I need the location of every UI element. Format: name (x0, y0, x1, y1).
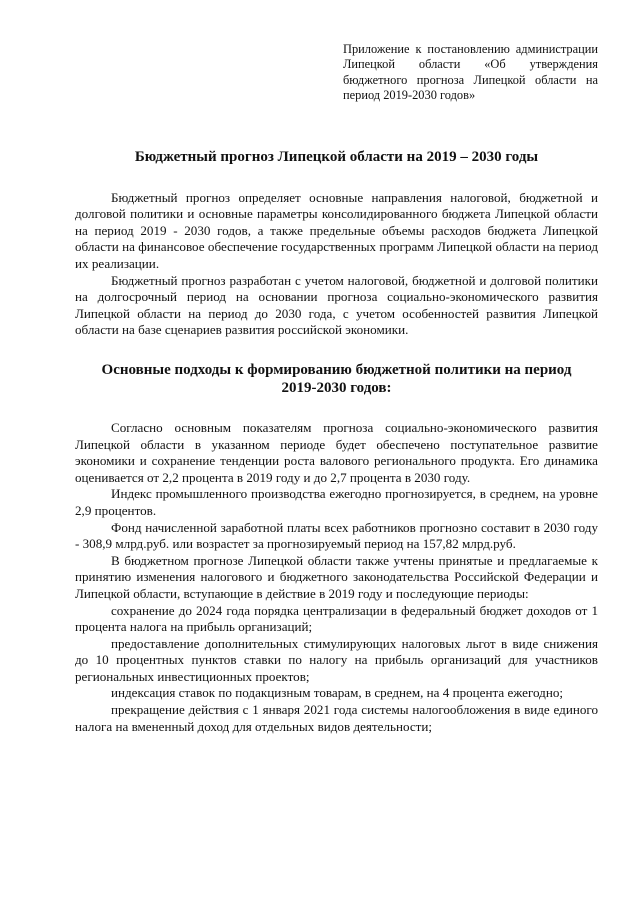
paragraph: Бюджетный прогноз определяет основные направления налоговой, бюджетной и долговой политики и основные параметры консолидированного бюджета Липецкой области на период 2019 - 2030 годов, а также предельные объемы расходов бюджета Липецкой области на финансовое обеспечение государственных программ Липецкой области на период их реализации. (75, 189, 598, 271)
list-item: индексация ставок по подакцизным товарам, в среднем, на 4 процента ежегодно; (111, 685, 564, 701)
paragraph: Согласно основным показателям прогноза социально-экономического развития Липецкой области в указанном периоде будет обеспечено поступательное развитие экономики и сохранение тенденции роста валового регионального продукта. Его динамика оценивается от 2,2 процента в 2019 году и до 2,7 процента в 2030 году. (75, 419, 598, 485)
paragraph: Фонд начисленной заработной платы всех работников прогнозно составит в 2030 году - 308,9 млрд.руб. или возрастет за прогнозируемый период на 157,82 млрд.руб. (75, 519, 598, 552)
list-item: сохранение до 2024 года порядка централизации в федеральный бюджет доходов от 1 процента налога на прибыль организаций; (75, 602, 598, 635)
document-title: Бюджетный прогноз Липецкой области на 2019 – 2030 годы (134, 148, 539, 165)
paragraph: Индекс промышленного производства ежегодно прогнозируется, в среднем, на уровне 2,9 процентов. (75, 486, 598, 518)
paragraph: Бюджетный прогноз разработан с учетом налоговой, бюджетной и долговой политики на долгосрочный период на основании прогноза социально-экономического развития Липецкой области на период до 2030 года, с учетом особенностей развития Липецкой области на базе сценариев развития российской экономики. (75, 272, 598, 338)
intro-section (75, 190, 598, 339)
approaches-section (75, 420, 598, 735)
paragraph: В бюджетном прогнозе Липецкой области также учтены принятые и предлагаемые к принятию изменения налогового и бюджетного законодательства Российской Федерации и Липецкой области, вступающие в действие в 2019 году и последующие периоды: (75, 552, 598, 601)
list-item: прекращение действия с 1 января 2021 года системы налогообложения в виде единого налога на вмененный доход для отдельных видов деятельности; (75, 702, 598, 734)
list-item: предоставление дополнительных стимулирующих налоговых льгот в виде снижения до 10 процентных пунктов ставки по налогу на прибыль организаций для участников региональных инвестиционных проектов; (75, 635, 598, 684)
section-heading: Основные подходы к формированию бюджетной политики на период 2019-2030 годов: (101, 361, 572, 396)
annex-note: Приложение к постановлению администрации Липецкой области «Об утверждения бюджетного прогноза Липецкой области на период 2019-2030 годов» (343, 42, 598, 103)
